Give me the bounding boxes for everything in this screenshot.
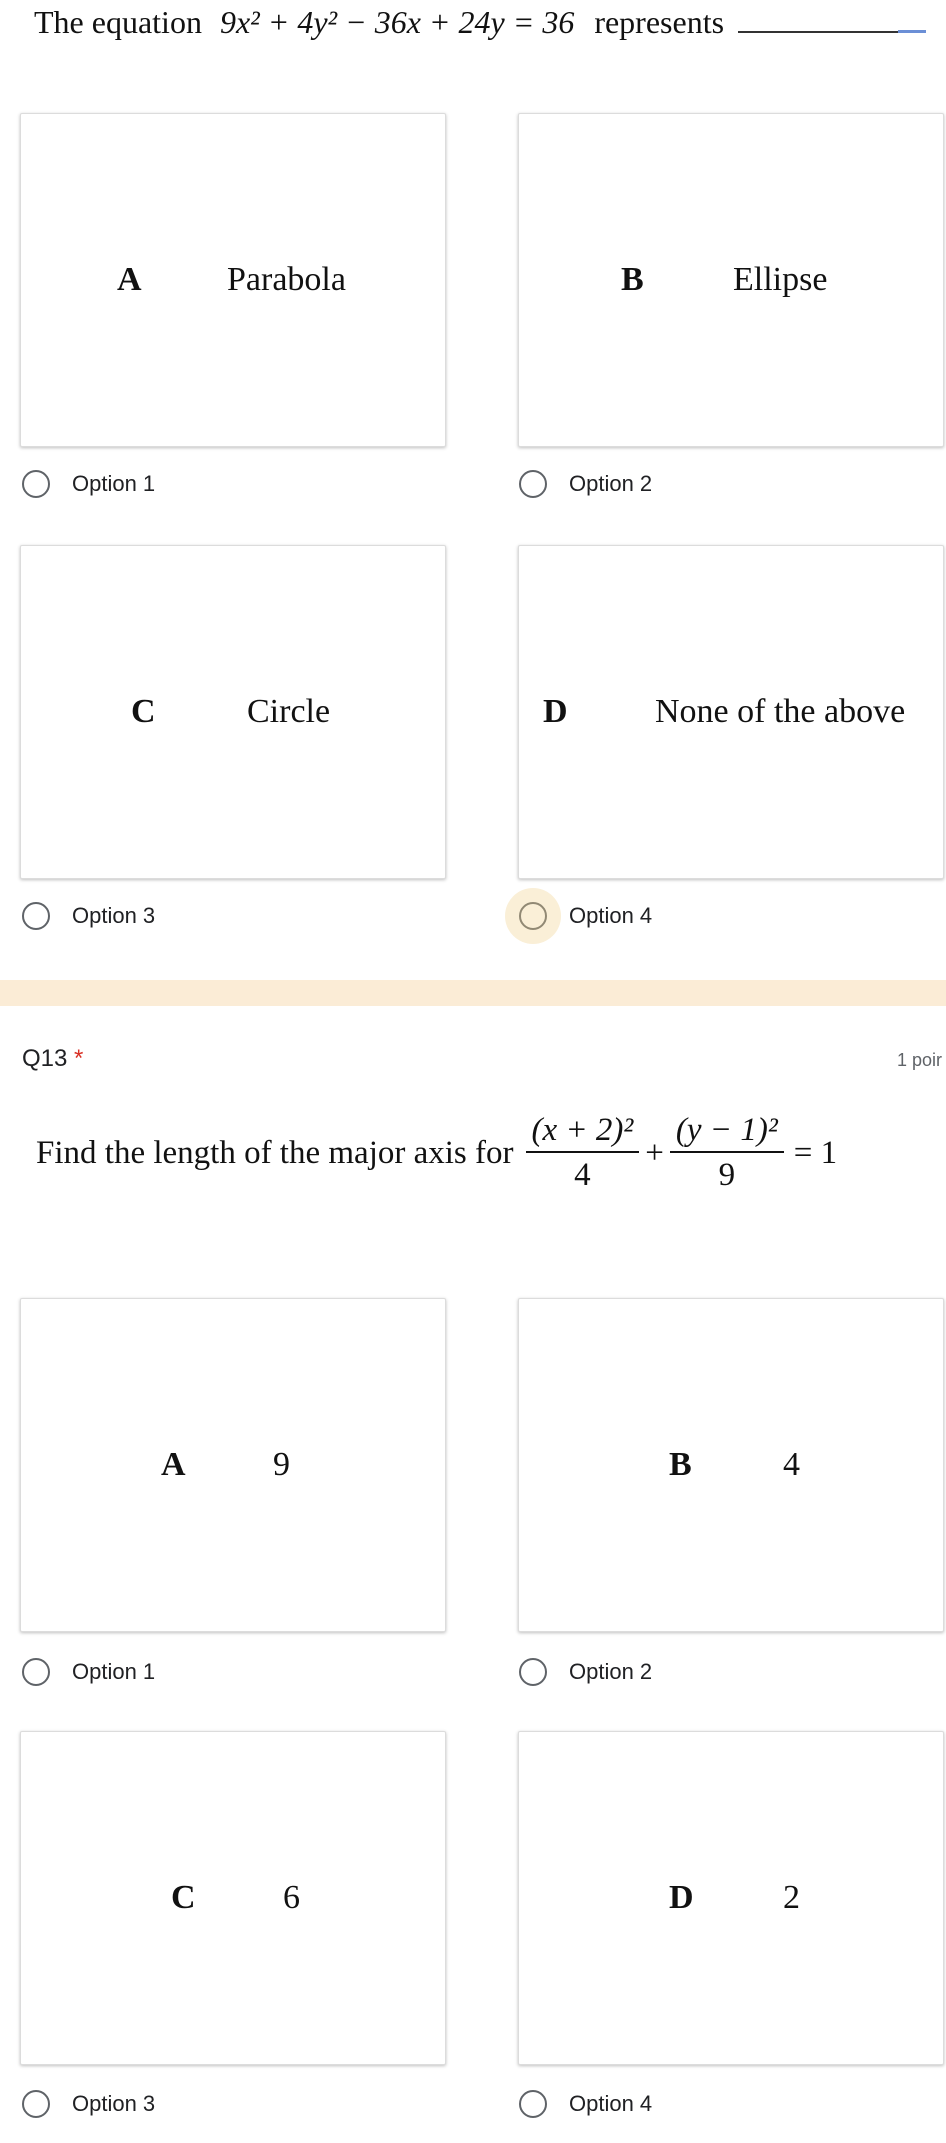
question-divider (0, 980, 946, 1006)
q12-blank-end (898, 24, 926, 33)
option-value: 6 (283, 1879, 300, 1916)
option-letter: B (621, 261, 644, 298)
q12-equation: 9x² + 4y² − 36x + 24y = 36 (219, 4, 575, 40)
q12-prefix: The equation (34, 4, 202, 40)
fraction-2 (670, 1112, 784, 1194)
option-letter: D (669, 1879, 694, 1916)
q13-option-3[interactable] (22, 2084, 155, 2124)
option-letter: D (543, 693, 568, 730)
fraction-2-denominator: 9 (718, 1157, 736, 1193)
q13-title-text: Q13 (22, 1045, 68, 1072)
fraction-1-numerator: (x + 2)² (526, 1112, 640, 1153)
radio-button[interactable] (519, 1658, 547, 1686)
q12-option-2[interactable] (519, 464, 652, 504)
option-value: Ellipse (733, 261, 828, 298)
q12-option-3[interactable] (22, 896, 155, 936)
q13-option-b-card[interactable] (518, 1298, 944, 1632)
fraction-2-numerator: (y − 1)² (670, 1112, 784, 1153)
required-mark: * (74, 1045, 84, 1072)
radio-button[interactable] (22, 902, 50, 930)
radio-button[interactable] (519, 470, 547, 498)
q12-option-a-card[interactable] (20, 113, 446, 447)
q13-option-c-card[interactable] (20, 1731, 446, 2065)
option-label: Option 1 (72, 471, 156, 496)
equals-one: = 1 (793, 1134, 838, 1171)
radio-button[interactable] (22, 1658, 50, 1686)
option-label: Option 3 (72, 903, 156, 928)
option-label: Option 3 (72, 2091, 156, 2116)
radio-button[interactable] (519, 2090, 547, 2118)
option-letter: A (117, 261, 142, 298)
option-letter: C (171, 1879, 196, 1916)
q13-prompt: Find the length of the major axis for (36, 1134, 514, 1171)
q12-option-c-card[interactable] (20, 545, 446, 879)
q13-question-text (36, 1098, 837, 1208)
option-letter: B (669, 1446, 692, 1483)
option-label: Option 1 (72, 1659, 156, 1684)
q13-title (22, 1045, 83, 1073)
option-value: Circle (247, 693, 331, 730)
plus-sign: + (645, 1134, 664, 1171)
q12-option-4[interactable] (519, 896, 652, 936)
q12-option-d-card[interactable] (518, 545, 944, 879)
option-value: 4 (783, 1446, 800, 1483)
q12-suffix: represents (594, 4, 725, 40)
option-label: Option 4 (569, 903, 653, 928)
q12-question-text (34, 4, 926, 41)
q13-option-1[interactable] (22, 1652, 155, 1692)
q13-option-4[interactable] (519, 2084, 652, 2124)
option-value: Parabola (227, 261, 346, 298)
option-label: Option 2 (569, 1659, 653, 1684)
q12-option-b-card[interactable] (518, 113, 944, 447)
q13-option-d-card[interactable] (518, 1731, 944, 2065)
q12-option-1[interactable] (22, 464, 155, 504)
fraction-1-denominator: 4 (574, 1157, 591, 1193)
q12-blank (738, 21, 898, 33)
fraction-1 (526, 1112, 640, 1194)
option-value: 2 (783, 1879, 800, 1916)
q13-points: 1 poir (897, 1050, 943, 1070)
q13-option-2[interactable] (519, 1652, 652, 1692)
q13-option-a-card[interactable] (20, 1298, 446, 1632)
option-letter: A (161, 1446, 186, 1483)
option-label: Option 2 (569, 471, 653, 496)
option-label: Option 4 (569, 2091, 653, 2116)
option-value: 9 (273, 1446, 290, 1483)
radio-button[interactable] (22, 470, 50, 498)
radio-button[interactable] (519, 902, 547, 930)
option-letter: C (131, 693, 156, 730)
radio-button[interactable] (22, 2090, 50, 2118)
option-value: None of the above (655, 693, 906, 730)
